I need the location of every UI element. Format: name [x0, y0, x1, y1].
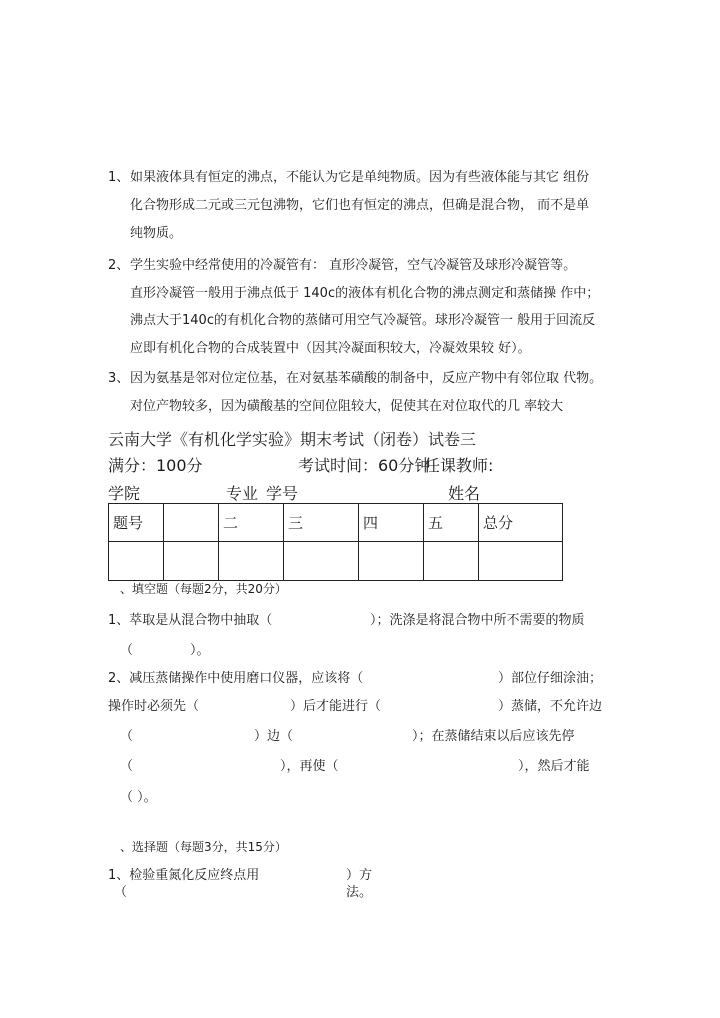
answer-number: 3、: [108, 371, 130, 386]
q2-text-k: ），然后才能: [518, 759, 590, 774]
q2-text-a: 2、减压蒸储操作中使用磨口仪器，应该将（: [108, 671, 364, 686]
q2-text-j: ），再使（: [280, 759, 339, 774]
q2-text-f: （: [120, 729, 134, 744]
q1-text-c: （: [120, 643, 134, 658]
q2-text-l: （ ）。: [120, 790, 157, 805]
score-entry-cell: [284, 542, 359, 581]
score-table: [108, 503, 563, 581]
score-header-cell: 题号: [109, 504, 164, 542]
student-no-label: 学号: [266, 484, 299, 503]
s2-q1-text-b: （: [114, 885, 128, 900]
score-header-cell: 四: [359, 504, 424, 542]
q1-text-b: ）；洗涤是将混合物中所不需要的物质: [370, 613, 585, 628]
answer-line: 对位产物较多，因为磺酸基的空间位阻较大，促使其在对位取代的几 率较大: [130, 399, 564, 414]
score-header-cell: 二: [219, 504, 284, 542]
q2-text-d: ）后才能进行（: [290, 699, 382, 714]
exam-title: 云南大学《有机化学实验》期末考试（闭卷）试卷三: [108, 430, 477, 449]
teacher-label: 任课教师:: [424, 456, 494, 475]
score-entry-cell: [479, 542, 563, 581]
answer-line: 因为氨基是邻对位定位基，在对氨基苯磺酸的制备中，反应产物中有邻位取 代物。: [130, 371, 603, 386]
score-header-cell: [164, 504, 219, 542]
score-entry-cell: [109, 542, 164, 581]
score-header-cell: 总分: [479, 504, 563, 542]
q2-text-e: ）蒸储，不允许边: [498, 699, 603, 714]
score-table-entry-row: [109, 542, 563, 581]
answer-number: 1、: [108, 170, 130, 185]
q2-text-b: ）部位仔细涂油；: [498, 671, 603, 686]
exam-time: 考试时间：60分钟: [298, 456, 431, 475]
q2-text-h: ）；在蒸储结束以后应该先停: [412, 729, 575, 744]
score-table-header-row: [109, 504, 563, 542]
s2-q1-text-a: 1、检验重氮化反应终点用: [108, 868, 260, 883]
score-header-cell: 五: [424, 504, 479, 542]
full-score: 满分：100分: [108, 456, 203, 475]
major-label: 专业: [226, 484, 259, 503]
answer-line: 应即有机化合物的合成装置中（因其冷凝面积较大，冷凝效果较 好）。: [130, 341, 531, 356]
q1-text-d: ）。: [190, 643, 210, 658]
name-label: 姓名: [448, 484, 481, 503]
q2-text-c: 操作时必须先（: [108, 699, 200, 714]
score-entry-cell: [424, 542, 479, 581]
s2-q1-text-d: 法。: [346, 885, 373, 900]
q1-text-a: 1、萃取是从混合物中抽取（: [108, 613, 273, 628]
s2-q1-text-c: ）方: [346, 868, 373, 883]
score-entry-cell: [219, 542, 284, 581]
q2-text-g: ）边（: [254, 729, 294, 744]
answer-line: 化合物形成二元或三元包沸物，它们也有恒定的沸点，但确是混合物， 而不是单: [130, 198, 590, 213]
q2-text-i: （: [120, 759, 134, 774]
answer-line: 如果液体具有恒定的沸点，不能认为它是单纯物质。因为有些液体能与其它 组份: [130, 170, 590, 185]
score-entry-cell: [164, 542, 219, 581]
college-label: 学院: [108, 484, 141, 503]
answer-line: 纯物质。: [130, 226, 183, 241]
section1-heading: 、填空题（每题2分，共20分）: [120, 582, 287, 596]
answer-line: 直形冷凝管一般用于沸点低于 140c的液体有机化合物的沸点测定和蒸储操 作中；: [130, 286, 600, 301]
answer-number: 2、: [108, 258, 130, 273]
score-entry-cell: [359, 542, 424, 581]
score-header-cell: 三: [284, 504, 359, 542]
section2-heading: 、选择题（每题3分，共15分）: [120, 840, 287, 854]
answer-line: 学生实验中经常使用的冷凝管有： 直形冷凝管，空气冷凝管及球形冷凝管等。: [130, 258, 577, 273]
answer-line: 沸点大于140c的有机化合物的蒸储可用空气冷凝管。球形冷凝管一 般用于回流反: [130, 313, 596, 328]
